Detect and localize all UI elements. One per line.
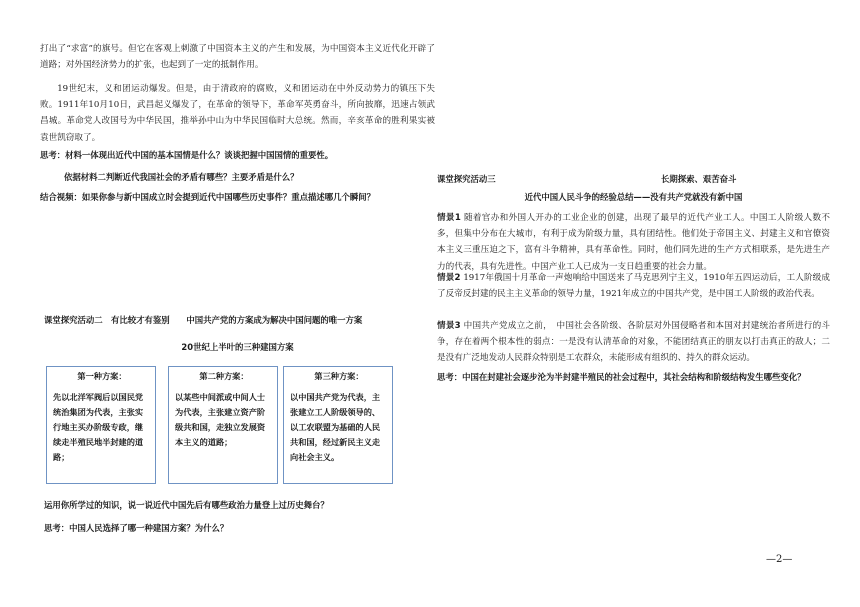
page-number: —2— (766, 554, 793, 565)
scheme-2-text: 以某些中间派或中间人士为代表，主张建立资产阶级共和国，走独立发展资本主义的道路； (175, 392, 266, 447)
activity-3-topic: 长期探索、艰苦奋斗 (661, 174, 737, 184)
scheme-2-title: 第二种方案： (199, 371, 249, 381)
situation-2 (437, 270, 830, 302)
situation-3-label: 情景3 (437, 321, 461, 331)
situation-3 (437, 318, 830, 367)
situation-1-text: 随着官办和外国人开办的工业企业的创建，出现了最早的近代产业工人。中国工人阶级人数不多，但集中分布在大城市，有利于成为阶级力量，具有团结性。他们处于帝国主义、封建主义和官僚资本主义三重压迫之下，富有斗争精神，具有革命性。同时，他们同先进的生产方式相联系，是先进生产力的代表，具有先进性。中国产业工人已成为一支日趋重要的社会力量。 (437, 213, 830, 272)
scheme-3-text: 以中国共产党为代表，主张建立工人阶级领导的、以工农联盟为基础的人民共和国，经过新民主义走向社会主义。 (290, 392, 381, 462)
think-question-1: 思考：材料一体现出近代中国的基本国情是什么？谈谈把握中国国情的重要性。 (40, 150, 334, 160)
situation-2-text: 1917年俄国十月革命一声炮响给中国送来了马克思列宁主义，1910年五四运动后，工人阶级成了反帝反封建的民主主义革命的领导力量，1921年成立的中国共产党，是中国工人阶级的政治代表。 (437, 273, 831, 300)
section-heading: 近代中国人民斗争的经验总结——没有共产党就没有新中国 (524, 192, 743, 202)
paragraph-boxer-xinhai: 19世纪末，义和团运动爆发。但是，由于清政府的腐败，义和团运动在中外反动势力的镇压下失败。1911年10月10日，武昌起义爆发了，在革命的领导下，革命军英勇奋斗，所向披靡，迅速占领武昌城。革命党人改国号为中华民国，推举孙中山为中华民国临时大总统。然而，辛亥革命的胜利果实被袁世凯窃取了。 (40, 84, 435, 143)
schemes-title: 20世纪上半叶的三种建国方案 (181, 342, 294, 352)
situation-2-label: 情景2 (437, 273, 461, 283)
scheme-3-title: 第三种方案： (314, 371, 364, 381)
activity-3-label: 课堂探究活动三 (437, 174, 496, 184)
paragraph-qiufu: 打出了“求富”的旗号。但它在客观上刺激了中国资本主义的产生和发展，为中国资本主义近代化开辟了道路；对外国经济势力的扩张，也起到了一定的抵制作用。 (40, 44, 435, 71)
think-question-2: 思考：中国人民选择了哪一种建国方案？为什么？ (44, 523, 229, 533)
situation-1-label: 情景1 (437, 213, 461, 223)
situation-1 (437, 210, 830, 275)
scheme-1-title: 第一种方案： (77, 371, 127, 381)
apply-question: 运用你所学过的知识，说一说近代中国先后有哪些政治力量登上过历史舞台？ (44, 500, 329, 510)
scheme-box-2 (168, 366, 278, 484)
think-question-3: 思考：中国在封建社会逐步沦为半封建半殖民的社会过程中，其社会结构和阶级结构发生哪些变化？ (437, 372, 806, 382)
material2-question: 依据材料二判断近代我国社会的矛盾有哪些？主要矛盾是什么？ (64, 172, 299, 182)
scheme-box-3 (283, 366, 393, 484)
scheme-box-1 (46, 366, 156, 484)
scheme-1-text: 先以北洋军阀后以国民党统治集团为代表，主张实行地主买办阶级专政，继续走半殖民地半封建的道路； (53, 392, 144, 462)
video-question: 结合视频：如果你参与新中国成立时会提到近代中国哪些历史事件？重点描述哪几个瞬间？ (40, 192, 375, 202)
situation-3-text: 中国共产党成立之前， 中国社会各阶级、各阶层对外国侵略者和本国对封建统治者所进行的斗争，存在着两个根本性的弱点：一是没有认清革命的对象，不能团结真正的朋友以打击真正的敌人；二是没有广泛地发动人民群众特别是工农群众，未能形成有组织的、持久的群众运动。 (437, 321, 831, 364)
activity-2-heading: 课堂探究活动二 有比较才有鉴别 中国共产党的方案成为解决中国问题的唯一方案 (44, 315, 363, 325)
